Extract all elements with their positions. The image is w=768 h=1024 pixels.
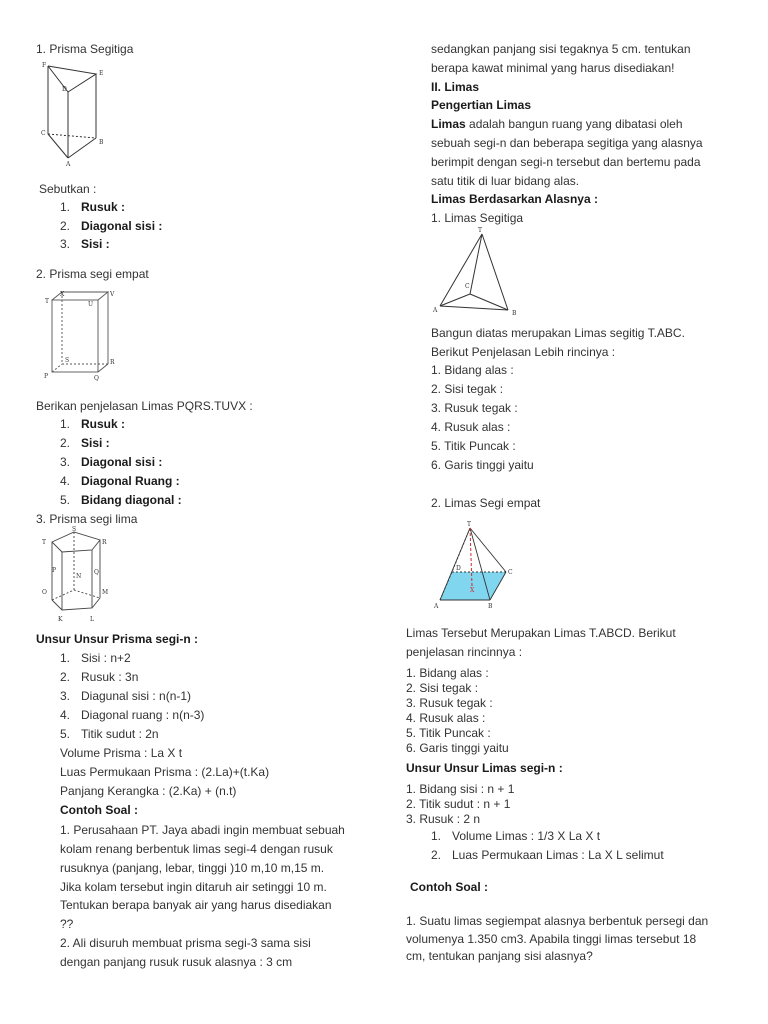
list-item: Sisi : n+2 xyxy=(81,651,131,665)
continuation-line: berapa kawat minimal yang harus disediakan! xyxy=(431,61,675,75)
figure-limas-segitiga xyxy=(432,226,542,318)
vertex-label: E xyxy=(99,70,104,77)
list-num: 1. xyxy=(60,651,71,665)
vertex-label: S xyxy=(72,526,77,533)
vertex-label: C xyxy=(465,283,470,290)
contoh-soal-line: dengan panjang rusuk rusuk alasnya : 3 cm xyxy=(60,955,293,969)
unsur-prisma-heading: Unsur Unsur Prisma segi-n : xyxy=(36,632,199,646)
list-num: 4. xyxy=(60,474,71,488)
list-item: Diagonal sisi : xyxy=(81,455,163,469)
definition-line: sebuah segi-n dan beberapa segitiga yang alasnya xyxy=(431,136,703,150)
section-title-limas-segitiga: 1. Limas Segitiga xyxy=(431,211,524,225)
pengertian-limas-heading: Pengertian Limas xyxy=(431,98,532,112)
list-item: Sisi : xyxy=(81,436,110,450)
list-item: 6. Garis tinggi yaitu xyxy=(406,741,509,755)
contoh-soal-line: Tentukan berapa banyak air yang harus disediakan xyxy=(60,898,332,912)
limas-segitiga-desc: Bangun diatas merupakan Limas segitig T.ABC. xyxy=(431,326,685,340)
list-item: Titik sudut : 2n xyxy=(81,727,159,741)
list-item: Rusuk : 3n xyxy=(81,670,139,684)
list-item: Diagunal sisi : n(n-1) xyxy=(81,689,192,703)
volume-prisma-formula: Volume Prisma : La X t xyxy=(60,746,183,760)
vertex-label: A xyxy=(434,603,439,610)
contoh-soal-line: volumenya 1.350 cm3. Apabila tinggi limas tersebut 18 xyxy=(406,932,697,946)
vertex-label: P xyxy=(44,373,49,380)
vertex-label: D xyxy=(456,565,461,572)
list-num: 5. xyxy=(60,727,71,741)
volume-limas-formula: Volume Limas : 1/3 X La X t xyxy=(452,829,601,843)
definition-text: adalah bangun ruang yang dibatasi oleh xyxy=(465,117,683,131)
definition-line: berimpit dengan segi-n tersebut dan bertemu pada xyxy=(431,155,701,169)
list-item: 3. Rusuk tegak : xyxy=(406,696,493,710)
figure-prisma-segitiga xyxy=(36,58,126,170)
list-item: 5. Titik Puncak : xyxy=(406,726,491,740)
berdasarkan-alas-heading: Limas Berdasarkan Alasnya : xyxy=(431,192,598,206)
definition-first-line xyxy=(431,116,683,132)
list-item: 5. Titik Puncak : xyxy=(431,439,516,453)
list-num: 3. xyxy=(60,237,71,251)
unsur-limas-heading: Unsur Unsur Limas segi-n : xyxy=(406,761,563,775)
figure-prisma-segi-empat xyxy=(38,290,128,384)
contoh-soal-heading: Contoh Soal : xyxy=(410,880,488,894)
figure-prisma-segi-lima xyxy=(38,526,118,624)
vertex-label: P xyxy=(52,567,57,574)
contoh-soal-line: 2. Ali disuruh membuat prisma segi-3 sama sisi xyxy=(60,936,311,950)
limas-segitiga-desc: Berikut Penjelasan Lebih rincinya : xyxy=(431,345,616,359)
list-item: Rusuk : xyxy=(81,200,126,214)
contoh-soal-heading: Contoh Soal : xyxy=(60,803,138,817)
list-num: 2. xyxy=(431,848,442,862)
section-title-limas-segi-empat: 2. Limas Segi empat xyxy=(431,496,541,510)
vertex-label: T xyxy=(467,521,472,528)
vertex-label: Q xyxy=(94,375,99,382)
list-item: 2. Titik sudut : n + 1 xyxy=(406,797,511,811)
vertex-label: D xyxy=(62,86,67,93)
sebutkan-label: Sebutkan : xyxy=(39,182,97,196)
list-item: 2. Sisi tegak : xyxy=(431,382,504,396)
list-item: 6. Garis tinggi yaitu xyxy=(431,458,534,472)
list-item: 3. Rusuk tegak : xyxy=(431,401,518,415)
vertex-label: F xyxy=(42,62,47,69)
kerangka-prisma-formula: Panjang Kerangka : (2.Ka) + (n.t) xyxy=(60,784,237,798)
section-title-prisma-segi-lima: 3. Prisma segi lima xyxy=(36,512,138,526)
limas-heading: II. Limas xyxy=(431,80,480,94)
vertex-label: S xyxy=(65,357,70,364)
list-item: Diagonal ruang : n(n-3) xyxy=(81,708,205,722)
definition-term: Limas xyxy=(431,117,466,131)
vertex-label: N xyxy=(76,573,82,580)
vertex-label: T xyxy=(45,298,50,305)
list-item: Bidang diagonal : xyxy=(81,493,182,507)
continuation-line: sedangkan panjang sisi tegaknya 5 cm. tentukan xyxy=(431,42,691,56)
vertex-label: B xyxy=(99,139,104,146)
list-item: 2. Sisi tegak : xyxy=(406,681,479,695)
list-num: 3. xyxy=(60,455,71,469)
list-num: 2. xyxy=(60,219,71,233)
list-item: 4. Rusuk alas : xyxy=(431,420,511,434)
contoh-soal-line: kolam renang berbentuk limas segi-4 dengan rusuk xyxy=(60,842,333,856)
list-item: 1. Bidang sisi : n + 1 xyxy=(406,782,515,796)
vertex-label: Q xyxy=(94,569,99,576)
vertex-label: R xyxy=(110,359,115,366)
vertex-label: C xyxy=(41,130,46,137)
vertex-label: X xyxy=(470,587,475,594)
vertex-label: L xyxy=(90,616,94,623)
list-item: 4. Rusuk alas : xyxy=(406,711,486,725)
list-num: 1. xyxy=(60,417,71,431)
definition-line: satu titik di luar bidang alas. xyxy=(431,174,580,188)
list-num: 5. xyxy=(60,493,71,507)
list-num: 1. xyxy=(431,829,442,843)
vertex-label: B xyxy=(488,603,493,610)
vertex-label: C xyxy=(508,569,513,576)
vertex-label: A xyxy=(433,307,438,314)
contoh-soal-line: cm, tentukan panjang sisi alasnya? xyxy=(406,949,593,963)
list-item: Diagonal sisi : xyxy=(81,219,163,233)
luas-limas-formula: Luas Permukaan Limas : La X L selimut xyxy=(452,848,664,862)
vertex-label: T xyxy=(478,227,483,234)
vertex-label: A xyxy=(66,161,71,168)
vertex-label: U xyxy=(88,301,94,308)
list-num: 4. xyxy=(60,708,71,722)
list-num: 2. xyxy=(60,436,71,450)
vertex-label: V xyxy=(110,291,115,298)
list-item: 3. Rusuk : 2 n xyxy=(406,812,481,826)
contoh-soal-line: Jika kolam tersebut ingin ditaruh air setinggi 10 m. xyxy=(60,880,327,894)
vertex-label: K xyxy=(58,616,63,623)
list-num: 1. xyxy=(60,200,71,214)
contoh-soal-line: 1. Suatu limas segiempat alasnya berbentuk persegi dan xyxy=(406,914,709,928)
list-item: 1. Bidang alas : xyxy=(431,363,514,377)
list-num: 3. xyxy=(60,689,71,703)
vertex-label: X xyxy=(60,291,65,298)
contoh-soal-line: rusuknya (panjang, lebar, tinggi )10 m,10 m,15 m. xyxy=(60,861,325,875)
list-item: Diagonal Ruang : xyxy=(81,474,180,488)
contoh-soal-line: ?? xyxy=(60,917,74,931)
vertex-label: O xyxy=(42,589,47,596)
section-title-prisma-segi-empat: 2. Prisma segi empat xyxy=(36,267,149,281)
vertex-label: R xyxy=(102,539,107,546)
limas-segi-empat-desc: Limas Tersebut Merupakan Limas T.ABCD. Berikut xyxy=(406,626,676,640)
figure-limas-segi-empat xyxy=(434,520,544,612)
list-item: 1. Bidang alas : xyxy=(406,666,489,680)
vertex-label: B xyxy=(512,310,517,317)
vertex-label: M xyxy=(102,589,109,596)
section-title-prisma-segitiga: 1. Prisma Segitiga xyxy=(36,42,134,56)
list-item: Rusuk : xyxy=(81,417,126,431)
contoh-soal-line: 1. Perusahaan PT. Jaya abadi ingin membuat sebuah xyxy=(60,823,345,837)
vertex-label: T xyxy=(42,539,47,546)
list-item: Sisi : xyxy=(81,237,110,251)
prisma-segi-empat-intro: Berikan penjelasan Limas PQRS.TUVX : xyxy=(36,399,253,413)
luas-prisma-formula: Luas Permukaan Prisma : (2.La)+(t.Ka) xyxy=(60,765,270,779)
list-num: 2. xyxy=(60,670,71,684)
limas-segi-empat-desc: penjelasan rincinnya : xyxy=(406,645,523,659)
